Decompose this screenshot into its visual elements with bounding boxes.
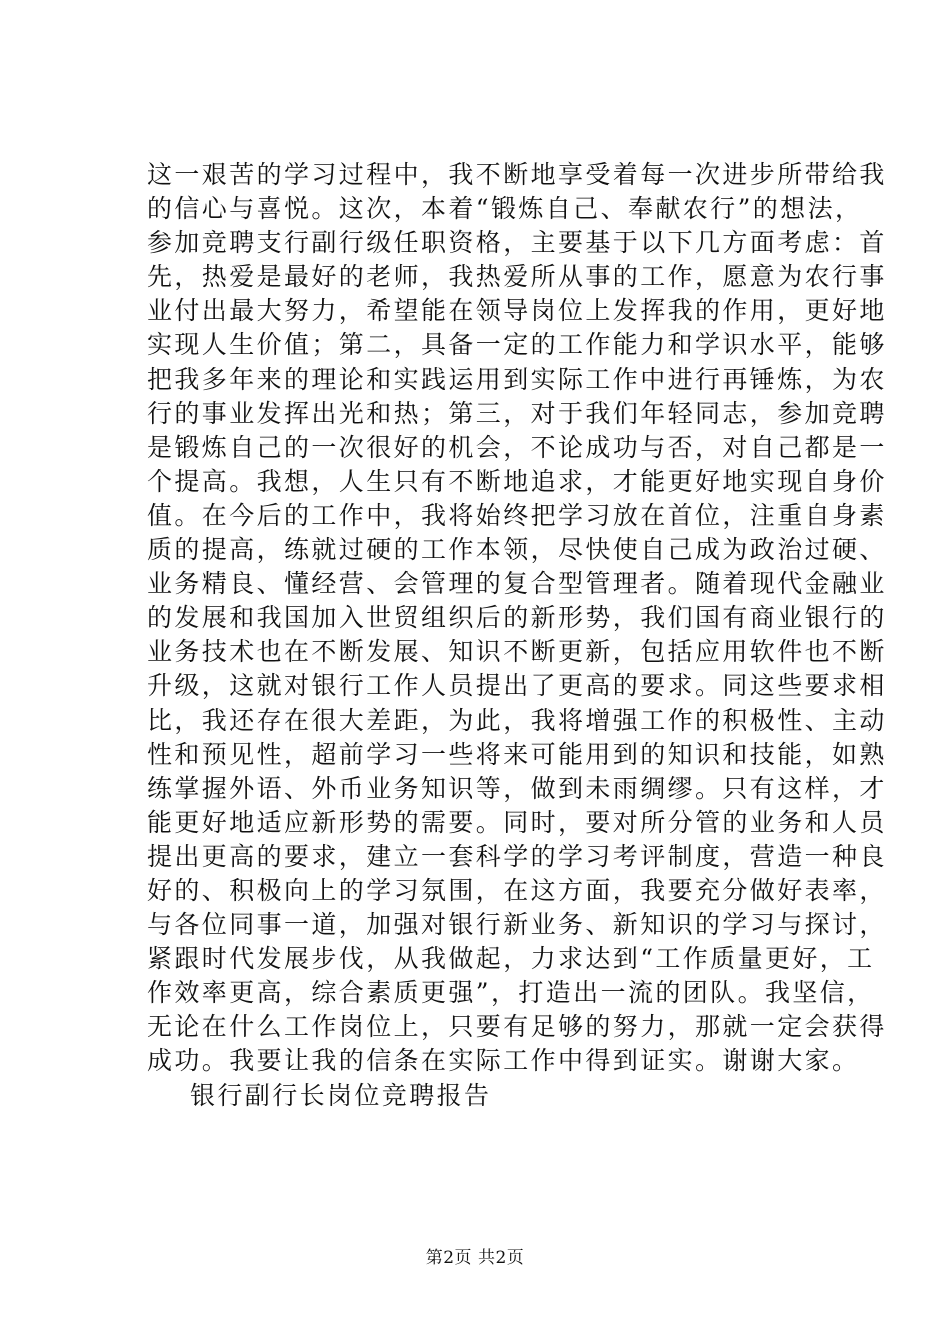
body-line-9: 是锻炼自己的一次很好的机会，不论成功与否，对自己都是一 <box>147 432 887 462</box>
body-line-14: 的发展和我国加入世贸组织后的新形势，我们国有商业银行的 <box>147 603 887 633</box>
body-line-1: 这一艰苦的学习过程中，我不断地享受着每一次进步所带给我 <box>147 160 887 189</box>
body-line-17: 比，我还存在很大差距，为此，我将增强工作的积极性、主动 <box>147 705 887 735</box>
body-line-13: 业务精良、懂经营、会管理的复合型管理者。随着现代金融业 <box>147 569 887 599</box>
body-line-2: 的信心与喜悦。这次，本着“锻炼自己、奉献农行”的想法， <box>147 194 863 224</box>
body-line-19: 练掌握外语、外币业务知识等，做到未雨绸缪。只有这样，才 <box>147 773 887 803</box>
body-line-27: 成功。我要让我的信条在实际工作中得到证实。谢谢大家。 <box>147 1046 860 1076</box>
body-line-11: 值。在今后的工作中，我将始终把学习放在首位，注重自身素 <box>147 500 887 530</box>
body-line-4: 先，热爱是最好的老师，我热爱所从事的工作，愿意为农行事 <box>147 262 887 292</box>
closing-title: 银行副行长岗位竞聘报告 <box>190 1080 492 1110</box>
body-line-21: 提出更高的要求，建立一套科学的学习考评制度，营造一种良 <box>147 841 887 871</box>
body-line-12: 质的提高，练就过硬的工作本领，尽快使自己成为政治过硬、 <box>147 535 887 565</box>
body-line-16: 升级，这就对银行工作人员提出了更高的要求。同这些要求相 <box>147 671 887 701</box>
body-line-7: 把我多年来的理论和实践运用到实际工作中进行再锤炼，为农 <box>147 364 887 394</box>
body-line-20: 能更好地适应新形势的需要。同时，要对所分管的业务和人员 <box>147 807 887 837</box>
body-line-8: 行的事业发挥出光和热；第三，对于我们年轻同志，参加竞聘 <box>147 398 887 428</box>
page-number-footer: 第2页 共2页 <box>425 1248 525 1268</box>
body-line-10: 个提高。我想，人生只有不断地追求，才能更好地实现自身价 <box>147 466 887 496</box>
body-line-25: 作效率更高，综合素质更强”，打造出一流的团队。我坚信， <box>147 978 875 1008</box>
body-line-6: 实现人生价值；第二，具备一定的工作能力和学识水平，能够 <box>147 330 887 360</box>
body-line-3: 参加竞聘支行副行级任职资格，主要基于以下几方面考虑：首 <box>147 228 887 258</box>
body-line-5: 业付出最大努力，希望能在领导岗位上发挥我的作用，更好地 <box>147 296 887 326</box>
body-line-26: 无论在什么工作岗位上，只要有足够的努力，那就一定会获得 <box>147 1012 887 1042</box>
body-line-23: 与各位同事一道，加强对银行新业务、新知识的学习与探讨， <box>147 910 887 940</box>
document-body <box>147 158 887 1113</box>
body-line-22: 好的、积极向上的学习氛围，在这方面，我要充分做好表率， <box>147 875 887 905</box>
body-line-18: 性和预见性，超前学习一些将来可能用到的知识和技能，如熟 <box>147 739 887 769</box>
body-line-15: 业务技术也在不断发展、知识不断更新，包括应用软件也不断 <box>147 637 887 667</box>
body-line-24: 紧跟时代发展步伐，从我做起，力求达到“工作质量更好，工 <box>147 944 875 974</box>
